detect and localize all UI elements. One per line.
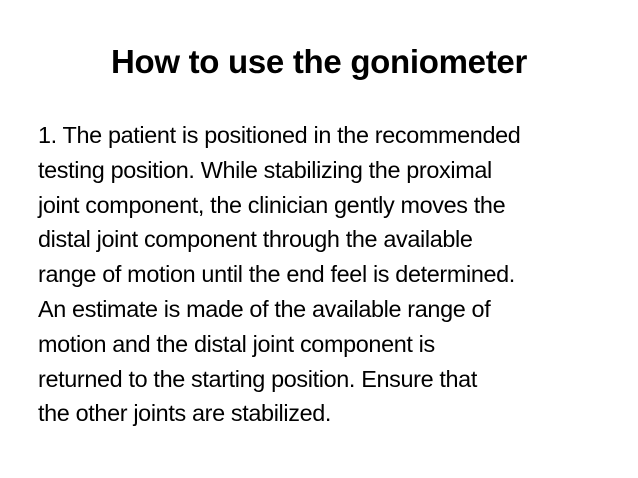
body-line: motion and the distal joint component is [38,330,435,357]
body-line: distal joint component through the available [38,226,473,253]
body-line: returned to the starting position. Ensure that [38,365,477,392]
body-line: the other joints are stabilized. [38,400,332,427]
body-line: An estimate is made of the available range of [38,295,491,322]
body-line: range of motion until the end feel is determined. [38,261,515,288]
slide-body [38,118,608,431]
body-line: joint component, the clinician gently moves the [38,191,506,218]
slide-title: How to use the goniometer [110,43,528,80]
body-line: 1. The patient is positioned in the recommended [38,122,521,148]
body-line: testing position. While stabilizing the proximal [38,156,492,183]
